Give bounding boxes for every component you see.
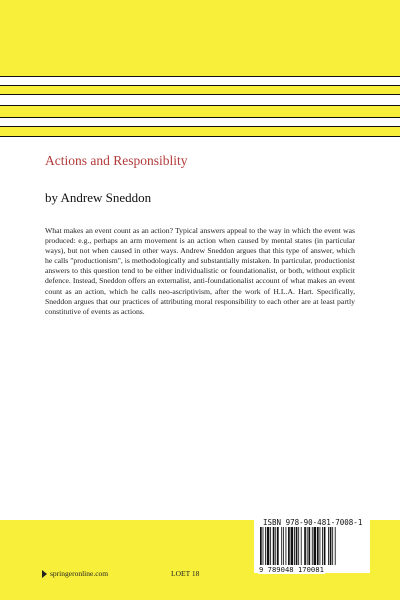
barcode-bar: [335, 527, 336, 565]
barcode-bar: [288, 527, 290, 565]
book-abstract: What makes an event count as an action? Typical answers appeal to the way in which the event was produced: e.g., perhaps an arm movement is an action when caused by mental states (in particular ways), but not when caused in other ways. Andrew Sneddon argues that this type of answer, which he calls "productionism", is methodologically and substantially mistaken. In particular, productionist answers to this question tend to be either individualistic or foundationalist, or both, without explicit defence. Instead, Sneddon offers an externalist, anti-foundationalist account of what makes an event count as an action, which he calls neo-ascriptivism, after the work of H.L.A. Hart. Specifically, Sneddon argues that our practices of attributing moral responsibility to each other are at least partly constitutive of events as actions.: [45, 226, 355, 316]
barcode-bar: [308, 527, 310, 565]
barcode-bar: [332, 527, 333, 565]
cover-stripe: [0, 76, 400, 86]
barcode-bar: [267, 527, 270, 565]
barcode-bar: [277, 527, 279, 565]
book-author: by Andrew Sneddon: [45, 190, 152, 205]
barcode-bar: [275, 527, 276, 565]
barcode-bar: [296, 527, 298, 565]
barcode-bar: [270, 527, 271, 565]
barcode-bar: [265, 527, 266, 565]
barcode-bar: [260, 527, 262, 565]
barcode-bar: [312, 527, 313, 565]
barcode-bar: [286, 527, 287, 565]
barcode-bar: [283, 527, 284, 565]
barcode-bar: [330, 527, 332, 565]
arrow-icon: [42, 570, 47, 578]
barcode-bar: [294, 527, 295, 565]
series-label: LOET 18: [171, 569, 200, 578]
barcode-bar: [320, 527, 321, 565]
cover-stripe: [0, 136, 400, 145]
barcode-bar: [291, 527, 294, 565]
isbn-label: ISBN 978-90-481-7008-1: [263, 518, 363, 527]
barcode-bar: [324, 527, 326, 565]
barcode-digits: 9 789048 170081: [259, 565, 324, 574]
barcode-bar: [314, 527, 317, 565]
barcode-bar: [322, 527, 323, 565]
barcode-bar: [307, 527, 308, 565]
barcode-image: [258, 527, 366, 565]
barcode-bar: [301, 527, 302, 565]
barcode-bar: [281, 527, 282, 565]
barcode-bar: [328, 527, 329, 565]
barcode-bar: [317, 527, 319, 565]
barcode-bar: [263, 527, 264, 565]
publisher-link[interactable]: [42, 569, 108, 578]
barcode-bar: [304, 527, 306, 565]
book-title: Actions and Responsiblity: [45, 153, 188, 168]
barcode-bar: [273, 527, 275, 565]
cover-stripe: [0, 117, 400, 127]
publisher-url: springeronline.com: [50, 569, 109, 578]
cover-stripe: [0, 94, 400, 106]
barcode-bar: [298, 527, 299, 565]
